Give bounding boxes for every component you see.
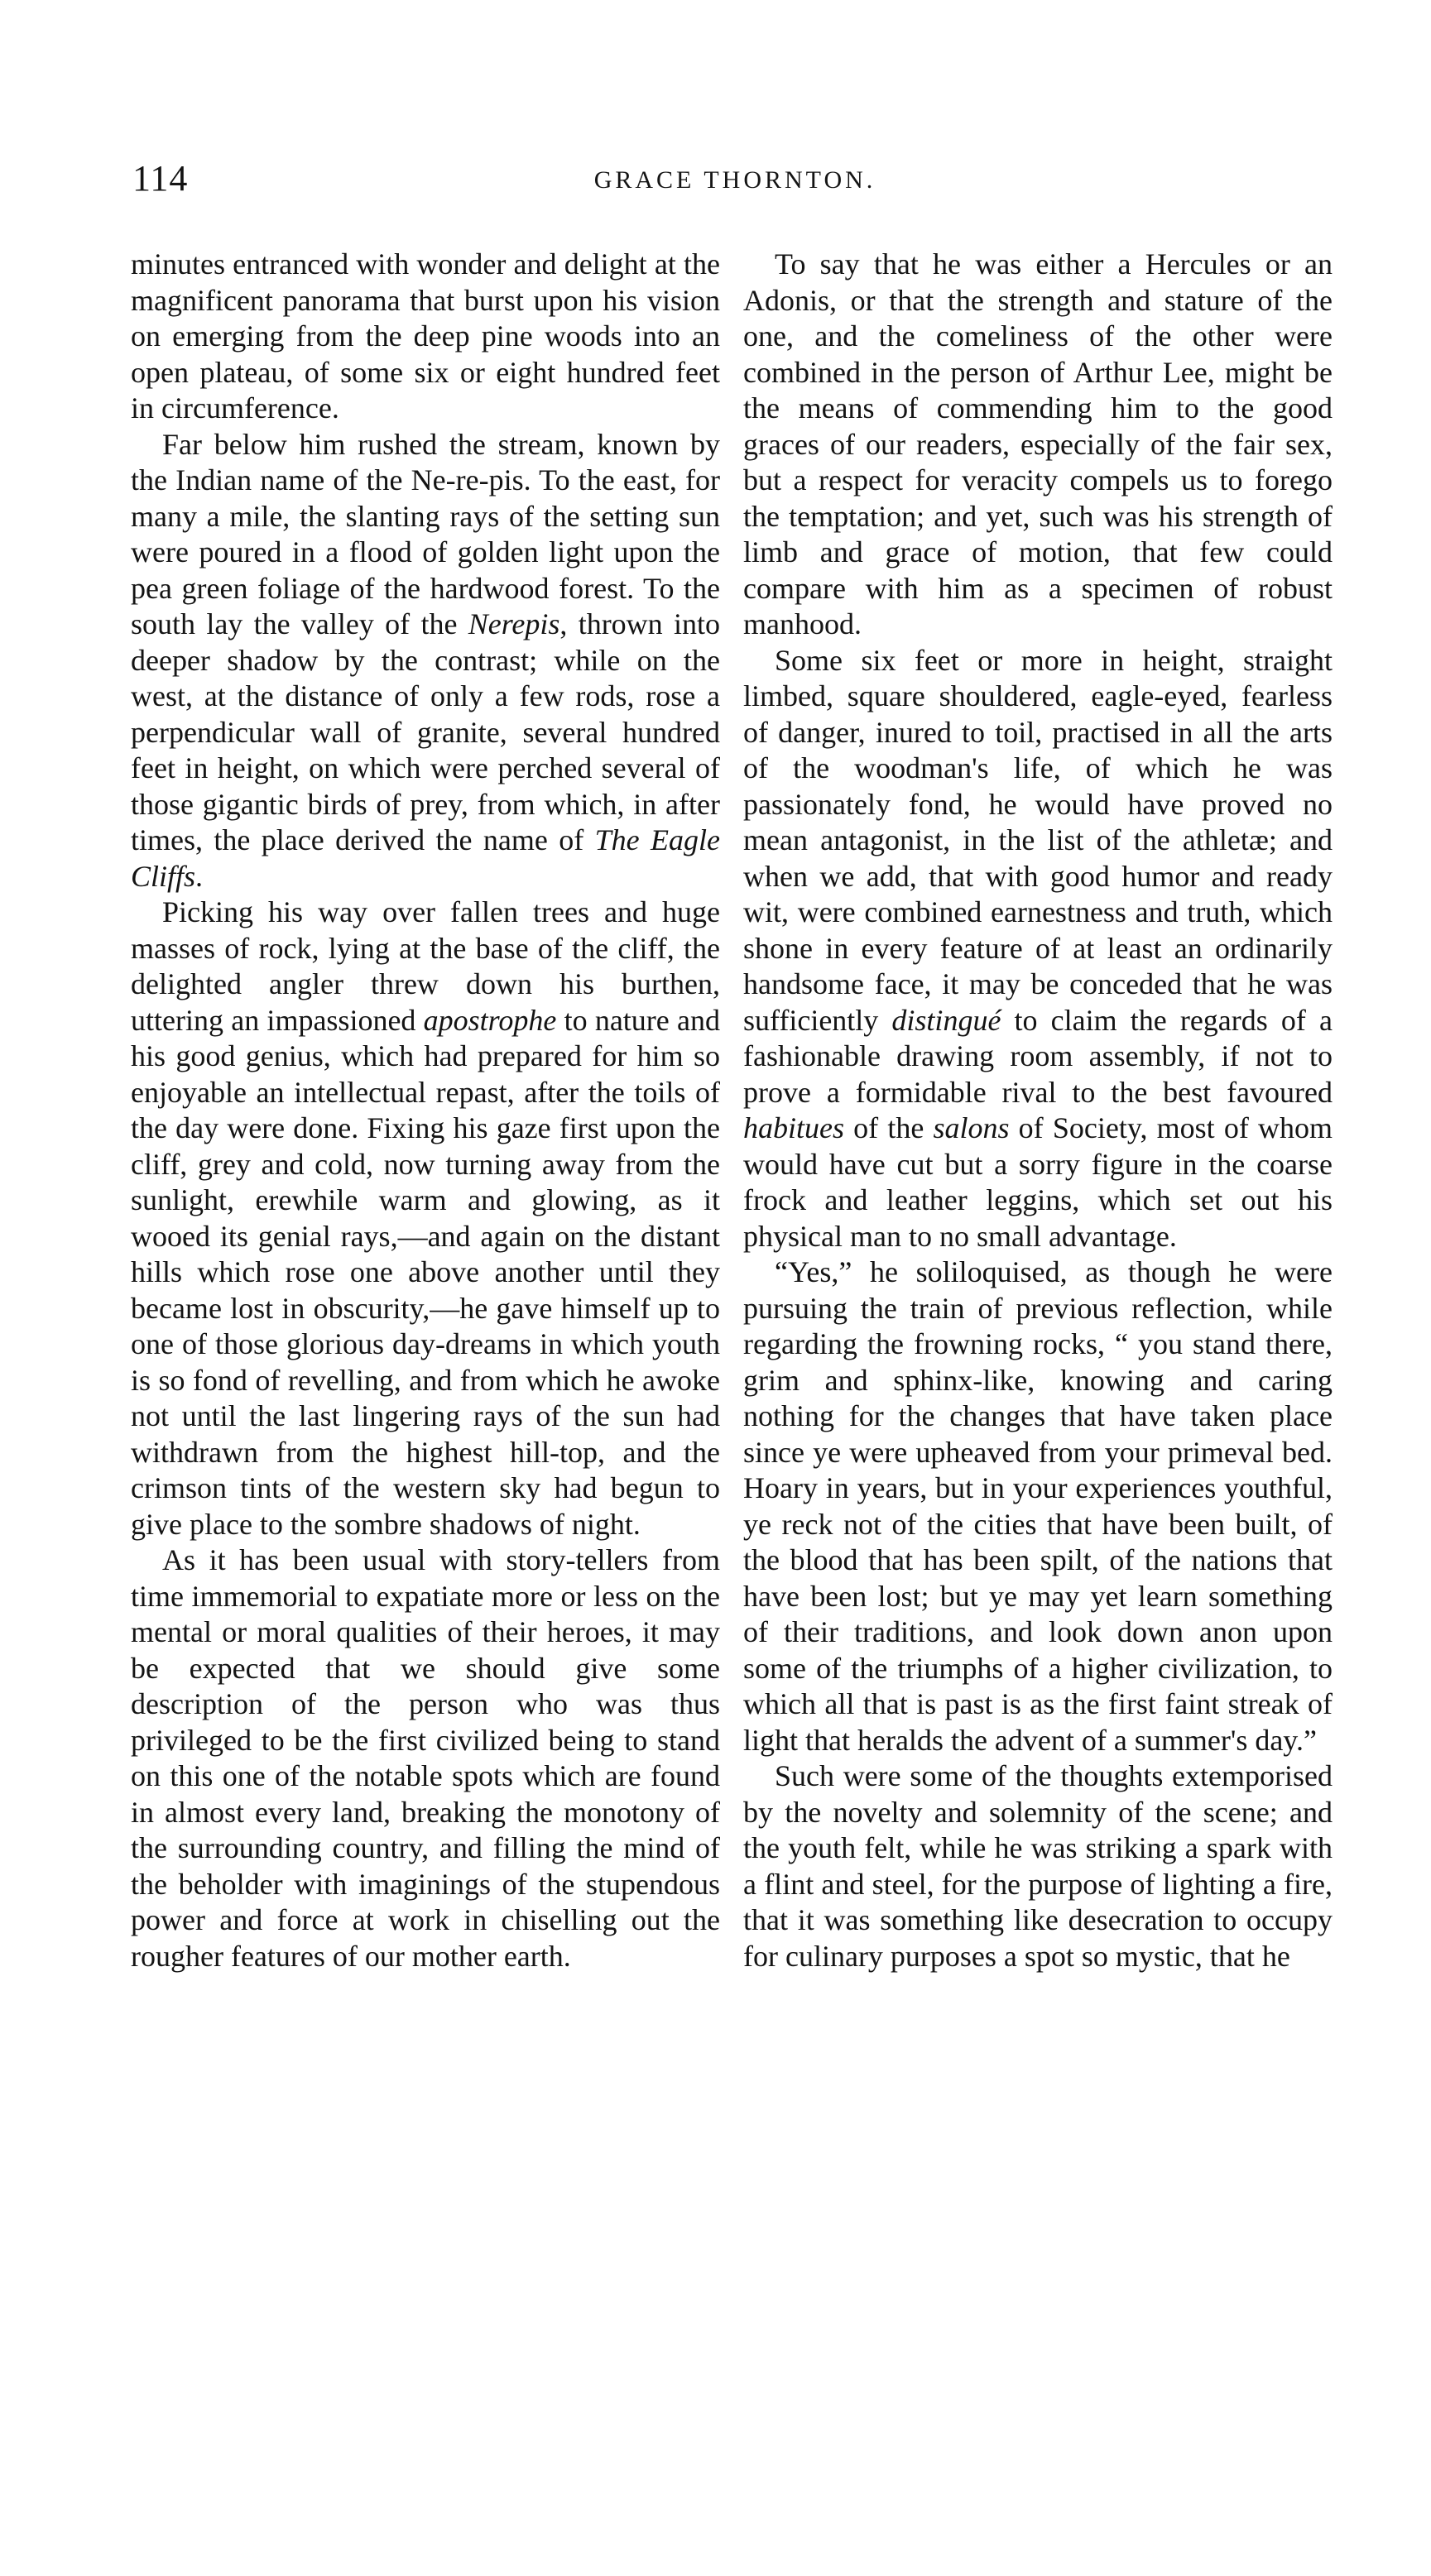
text-run: of Society, most of whom would have cut but a sorry figure in the coarse frock and leather leggins, which set out his physical man to no small advantage.: [743, 1111, 1333, 1253]
italic-phrase: apostrophe: [423, 1003, 557, 1037]
left-column: [131, 247, 720, 1974]
italic-phrase: salons: [933, 1111, 1010, 1144]
paragraph: To say that he was either a Hercules or an Adonis, or that the strength and stature of the one, and the comeliness of the other were combined in the person of Arthur Lee, might be the means of commending him to the good graces of our readers, especially of the fair sex, but a respect for veracity compels us to forego the temptation; and yet, such was his strength of limb and grace of motion, that few could compare with him as a specimen of robust manhood.: [743, 247, 1333, 640]
italic-phrase: distingué: [891, 1003, 1001, 1037]
paragraph: As it has been usual with story-tellers from time immemorial to expatiate more or less on the mental or moral qualities of their heroes, it may be expected that we should give some description of the person who was thus privileged to be the first civilized being to stand on this one of the notable spots which are found in almost every land, breaking the monotony of the surrounding country, and filling the mind of the beholder with imaginings of the stupendous power and force at work in chiselling out the rougher features of our mother earth.: [131, 1543, 720, 1973]
paragraph: Such were some of the thoughts extemporised by the novelty and solemnity of the scene; and the youth felt, while he was striking a spark with a flint and steel, for the purpose of lighting a fire, that it was something like desecration to occupy for culinary purposes a spot so mystic, that he: [743, 1759, 1333, 1973]
italic-phrase: Nerepis: [468, 607, 560, 640]
paragraph: minutes entranced with wonder and delight at the magnificent panorama that burst upon his vision on emerging from the deep pine woods into an open plateau, of some six or eight hundred feet in circumference.: [131, 247, 720, 425]
text-run: of the: [844, 1111, 934, 1144]
text-run: to nature and his good genius, which had prepared for him so enjoyable an intellectual repast, after the toils of the day were done. Fixing his gaze first upon the cliff, grey and cold, now turning away from the sunlight, erewhile warm and glowing, as it wooed its genial rays,—and again on the distant hills which rose one above another until they became lost in obscurity,—he gave himself up to one of those glorious day-dreams in which youth is so fond of revelling, and from which he awoke not until the last lingering rays of the sun had withdrawn from the highest hill-top, and the crimson tints of the western sky had begun to give place to the sombre shadows of night.: [131, 1003, 720, 1541]
paragraph: [131, 895, 720, 1542]
text-run: Some six feet or more in height, straight limbed, square shouldered, eagle-eyed, fearless of danger, inured to toil, practised in all the arts of the woodman's life, of which he was passionately fond, he would have proved no mean antagonist, in the list of the athletæ; and when we add, that with good humor and ready wit, were combined earnestness and truth, which shone in every feature of at least an ordinarily handsome face, it may be conceded that he was sufficiently: [743, 643, 1333, 1037]
text-run: , thrown into deeper shadow by the contrast; while on the west, at the distance of only a few rods, rose a perpendicular wall of granite, several hundred feet in height, on which were perched several of those gigantic birds of prey, from which, in after times, the place derived the name of: [131, 607, 720, 856]
paragraph: “Yes,” he soliloquised, as though he were pursuing the train of previous reflection, while regarding the frowning rocks, “ you stand there, grim and sphinx-like, knowing and caring nothing for the changes that have taken place since ye were upheaved from your primeval bed. Hoary in years, but in your experiences youthful, ye reck not of the cities that have been built, of the blood that has been spilt, of the nations that have been lost; but ye may yet learn something of their traditions, and look down anon upon some of the triumphs of a higher civilization, to which all that is past is as the first faint streak of light that heralds the advent of a summer's day.”: [743, 1255, 1333, 1757]
running-title: GRACE THORNTON.: [593, 166, 876, 194]
right-column: [743, 247, 1333, 1974]
page-number: 114: [132, 158, 189, 199]
italic-phrase: habitues: [743, 1111, 844, 1144]
italic-phrase: The Eagle Cliffs: [131, 823, 720, 893]
paragraph: [131, 427, 720, 895]
paragraph: [743, 643, 1333, 1255]
text-run: Far below him rushed the stream, known by the Indian name of the Ne-re-pis. To the east, for many a mile, the slanting rays of the setting sun were poured in a flood of golden light upon the pea green foliage of the hardwood forest. To the south lay the valley of the: [131, 427, 720, 640]
text-run: Picking his way over fallen trees and huge masses of rock, lying at the base of the cliff, the delighted angler threw down his burthen, uttering an impassioned: [131, 895, 720, 1037]
text-run: to claim the regards of a fashionable drawing room assembly, if not to prove a formidable rival to the best favoured: [743, 1003, 1333, 1109]
text-run: .: [195, 859, 204, 893]
